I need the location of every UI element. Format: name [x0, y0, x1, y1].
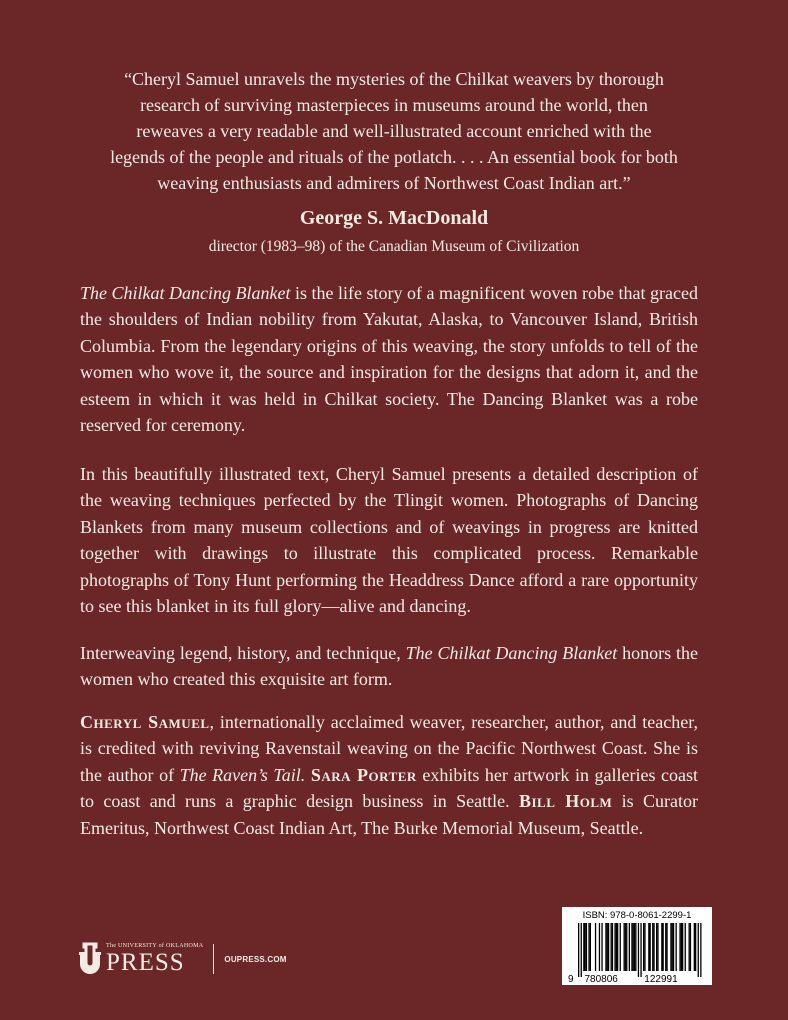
- publisher-website: OUPRESS.COM: [224, 954, 287, 964]
- barcode-bar: [590, 923, 591, 971]
- barcode-digits: 780806: [584, 974, 618, 983]
- barcode-bar: [694, 923, 695, 971]
- barcode-bar: [626, 923, 627, 971]
- barcode-bar: [682, 923, 683, 971]
- barcode-bar: [644, 923, 645, 971]
- quote-line: weaving enthusiasts and admirers of Northwest Coast Indian art.”: [157, 173, 631, 193]
- barcode-bar: [634, 923, 635, 971]
- barcode-bar: [676, 923, 677, 971]
- barcode-bar: [695, 923, 696, 971]
- barcode-bar: [661, 923, 662, 971]
- barcode-bar: [638, 923, 639, 977]
- barcode-bar: [608, 923, 609, 971]
- quote-line: “Cheryl Samuel unravels the mysteries of the Chilkat weavers by thorough: [124, 69, 664, 89]
- ou-logo-icon: [78, 942, 102, 976]
- barcode-bar: [700, 923, 701, 977]
- barcode-bar: [640, 923, 641, 977]
- bio-text: exhibits her artwork in galleries coast to coast and runs a graphic design business in Seattle.: [80, 764, 699, 812]
- quote-line: legends of the people and rituals of the potlatch. . . . An essential book for both: [110, 147, 678, 167]
- book-title: The Chilkat Dancing Blanket: [405, 643, 618, 663]
- barcode-bar: [690, 923, 691, 971]
- barcode-bar: [617, 923, 618, 971]
- barcode-bar: [578, 923, 579, 977]
- barcode-bar: [614, 923, 615, 971]
- barcode-bar: [643, 923, 644, 971]
- barcode-bar: [672, 923, 673, 971]
- barcode-bar: [585, 923, 586, 971]
- barcode-bar: [620, 923, 621, 971]
- barcode-bar: [689, 923, 690, 971]
- barcode-bar: [588, 923, 589, 971]
- paragraph-text: In this beautifully illustrated text, Cheryl Samuel presents a detailed description of the weaving techniques perfected by the Tlingit women. Photographs of Dancing Blankets from many museum collections and of weavings in progress are knitted together with drawings to illustrate this complicated process. Remarkable photographs of Tony Hunt performing the Headdress Dance afford a rare opportunity to see this blanket in its full glory—alive and dancing.: [80, 464, 698, 617]
- author-bios: [80, 709, 698, 841]
- barcode-bars: [566, 923, 708, 983]
- quote-line: research of surviving masterpieces in museums around the world, then: [140, 95, 648, 115]
- barcode-bar: [586, 923, 587, 971]
- quote-line: reweaves a very readable and well-illustrated account enriched with the: [136, 121, 652, 141]
- barcode-bar: [633, 923, 634, 971]
- quote-author: George S. MacDonald: [299, 207, 489, 229]
- isbn-label: ISBN: 978-0-8061-2299-1: [582, 910, 692, 921]
- barcode-bar: [599, 923, 600, 971]
- book-title: The Chilkat Dancing Blanket: [80, 283, 291, 303]
- logo-divider: [213, 944, 214, 974]
- university-name: The UNIVERSITY of OKLAHOMA: [106, 942, 204, 949]
- barcode-bar: [648, 923, 649, 971]
- barcode-bar: [653, 923, 654, 971]
- barcode-bar: [663, 923, 664, 971]
- barcode-bar: [679, 923, 680, 971]
- barcode-bar: [685, 923, 686, 971]
- barcode-bar: [607, 923, 608, 971]
- paragraph-text: is the life story of a magnificent woven robe that graced the shoulders of Indian nobility from Yakutat, Alaska, to Vancouver Island, British Columbia. From the legendary origins of this weaving, the story unfolds to tell of the women who wove it, the source and inspiration for the designs that adorn it, and the esteem in which it was held in Chilkat society. The Dancing Blanket was a robe reserved for ceremony.: [80, 283, 698, 436]
- book-title: The Raven’s Tail.: [179, 764, 306, 785]
- description-paragraph-2: [80, 461, 698, 619]
- isbn-barcode: [562, 907, 712, 985]
- barcode-bar: [595, 923, 596, 971]
- barcode-bar: [650, 923, 651, 971]
- barcode-bar: [656, 923, 657, 971]
- barcode-digits: 122991: [644, 974, 678, 983]
- paragraph-text: honors the women who created this exquisite art form.: [80, 643, 698, 690]
- paragraph-text: Interweaving legend, history, and technique,: [80, 643, 406, 663]
- quote-author-role: director (1983–98) of the Canadian Museum of Civilization: [208, 238, 580, 255]
- barcode-bar: [666, 923, 667, 971]
- illustrator-name: Sara Porter: [310, 764, 417, 785]
- endorsement-quote: [60, 66, 728, 196]
- barcode-bar: [698, 923, 699, 977]
- barcode-bar: [629, 923, 630, 971]
- bio-text: , internationally acclaimed weaver, researcher, author, and teacher, is credited with reviving Ravenstail weaving on the Pacific Northwest Coast. She is the author of: [80, 712, 698, 785]
- barcode-bar: [612, 923, 613, 971]
- barcode-bar: [657, 923, 658, 971]
- bio-text: is Curator Emeritus, Northwest Coast Indian Art, The Burke Memorial Museum, Seattle.: [80, 791, 698, 838]
- barcode-bar: [681, 923, 682, 971]
- barcode-bar: [611, 923, 612, 971]
- description-paragraph-3: [80, 640, 698, 693]
- barcode-bar: [631, 923, 632, 971]
- barcode-bar: [616, 923, 617, 971]
- barcode-bar: [605, 923, 606, 971]
- press-wordmark: PRESS: [106, 948, 185, 976]
- author-name: Cheryl Samuel: [80, 712, 210, 732]
- barcode-bar: [665, 923, 666, 971]
- publisher-logo: [78, 940, 287, 978]
- barcode-bar: [652, 923, 653, 971]
- barcode-bar: [625, 923, 626, 971]
- barcode-bar: [581, 923, 582, 977]
- barcode-bar: [601, 923, 602, 971]
- barcode-digits: 9: [568, 974, 574, 983]
- barcode-bar: [673, 923, 674, 971]
- contributor-name: Bill Holm: [518, 791, 613, 812]
- description-paragraph-1: [80, 280, 698, 438]
- barcode-bar: [624, 923, 625, 971]
- barcode-bar: [635, 923, 636, 971]
- barcode-bar: [670, 923, 671, 971]
- barcode-bar: [583, 923, 584, 971]
